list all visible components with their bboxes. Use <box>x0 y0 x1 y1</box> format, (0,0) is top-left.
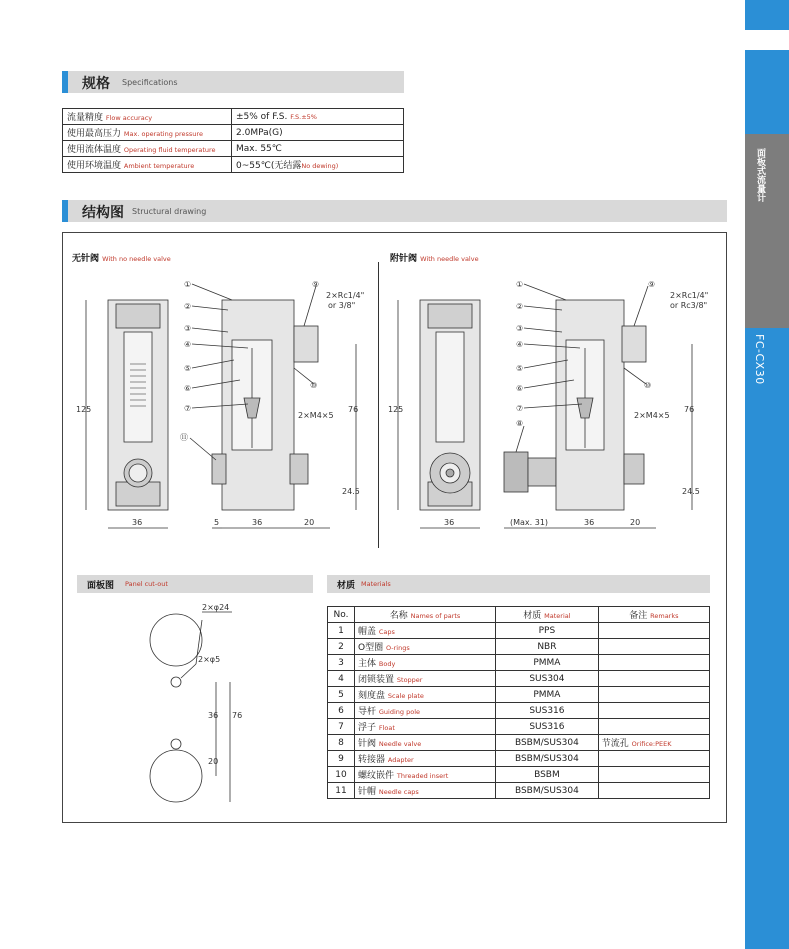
callout-10: ⑩ <box>310 381 318 390</box>
drawing-divider <box>378 262 379 548</box>
callout-7: ⑦ <box>184 404 192 413</box>
dim-36: 36 <box>208 711 219 720</box>
screw-label: 2×M4×5 <box>298 411 334 420</box>
table-row: 11 针帽 Needle caps BSBM/SUS304 <box>328 783 710 799</box>
port-label-2: or 3/8" <box>328 301 356 310</box>
callout-2: ② <box>516 302 524 311</box>
dim-76: 76 <box>348 405 359 414</box>
table-row: 1 帽盖 Caps PPS <box>328 623 710 639</box>
callout-1: ① <box>184 280 192 289</box>
materials-header-row: No. 名称 Names of parts 材质 Material 备注 Remarks <box>328 607 710 623</box>
dim-5: 5 <box>214 518 220 527</box>
callout-11: ⑪ <box>180 433 188 442</box>
callout-1: ① <box>516 280 524 289</box>
dim-max31: (Max. 31) <box>510 518 549 527</box>
left-drawing-title: 无针阀 With no needle valve <box>72 254 171 264</box>
callout-10: ⑩ <box>644 381 652 390</box>
table-row: 7 浮子 Float SUS316 <box>328 719 710 735</box>
specs-title: 规格 <box>82 76 110 92</box>
side-tab-top <box>745 0 789 30</box>
table-row: 10 螺纹嵌件 Threaded insert BSBM <box>328 767 710 783</box>
callout-6: ⑥ <box>516 384 524 393</box>
callout-4: ④ <box>516 340 524 349</box>
table-row: 3 主体 Body PMMA <box>328 655 710 671</box>
dim-20: 20 <box>630 518 641 527</box>
dim-20: 20 <box>208 757 219 766</box>
dim-36-front: 36 <box>444 518 455 527</box>
dim-big-hole: 2×φ24 <box>202 603 230 612</box>
side-tab-blue <box>745 50 789 134</box>
spec-row: 使用最高压力 Max. operating pressure 2.0MPa(G) <box>63 125 404 141</box>
dim-small-hole: 2×φ5 <box>198 655 221 664</box>
callout-3: ③ <box>184 324 192 333</box>
structure-header <box>62 200 727 222</box>
table-row: 2 O型圈 O-rings NBR <box>328 639 710 655</box>
callout-8: ⑧ <box>516 419 524 428</box>
specs-table <box>62 108 404 173</box>
panel-cutout-header: 面板图 Panel cut-out <box>77 575 313 593</box>
callout-2: ② <box>184 302 192 311</box>
table-row: 4 闭锁装置 Stopper SUS304 <box>328 671 710 687</box>
dim-36-front: 36 <box>132 518 143 527</box>
callout-6: ⑥ <box>184 384 192 393</box>
spec-row: 流量精度 Flow accuracy ±5% of F.S. F.S.±5% <box>63 109 404 125</box>
port-label-2: or Rc3/8" <box>670 301 708 310</box>
side-tab-model <box>745 328 789 949</box>
side-tab-category <box>745 134 789 328</box>
table-row: 6 导杆 Guiding pole SUS316 <box>328 703 710 719</box>
port-label: 2×Rc1/4" <box>326 291 365 300</box>
right-structure-drawing <box>386 268 716 548</box>
dim-76: 76 <box>684 405 695 414</box>
structure-subtitle: Structural drawing <box>132 207 207 216</box>
callout-5: ⑤ <box>516 364 524 373</box>
right-drawing-title: 附针阀 With needle valve <box>390 254 479 264</box>
dim-20: 20 <box>304 518 315 527</box>
callout-4: ④ <box>184 340 192 349</box>
dim-36-side: 36 <box>584 518 595 527</box>
callout-5: ⑤ <box>184 364 192 373</box>
materials-header: 材质 Materials <box>327 575 710 593</box>
specs-header <box>62 71 404 93</box>
spec-row: 使用环境温度 Ambient temperature 0~55℃(无结露No dewing) <box>63 157 404 173</box>
panel-cutout-drawing <box>140 600 280 810</box>
left-structure-drawing <box>72 268 372 548</box>
structure-title: 结构图 <box>82 205 124 221</box>
callout-3: ③ <box>516 324 524 333</box>
dim-36-side: 36 <box>252 518 263 527</box>
side-model-label: FC-CX30 <box>753 334 766 385</box>
callout-9: ⑨ <box>648 280 656 289</box>
table-row: 8 针阀 Needle valve BSBM/SUS304 节流孔 Orifice:PEEK <box>328 735 710 751</box>
dim-245: 24.5 <box>682 487 700 496</box>
specs-subtitle: Specifications <box>122 78 178 87</box>
table-row: 5 刻度盘 Scale plate PMMA <box>328 687 710 703</box>
callout-7: ⑦ <box>516 404 524 413</box>
dim-125: 125 <box>388 405 404 414</box>
dim-76: 76 <box>232 711 243 720</box>
spec-row: 使用流体温度 Operating fluid temperature Max. 55℃ <box>63 141 404 157</box>
screw-label: 2×M4×5 <box>634 411 670 420</box>
materials-table <box>327 606 710 799</box>
dim-245: 24.5 <box>342 487 360 496</box>
dim-125: 125 <box>76 405 92 414</box>
callout-9: ⑨ <box>312 280 320 289</box>
table-row: 9 转接器 Adapter BSBM/SUS304 <box>328 751 710 767</box>
port-label: 2×Rc1/4" <box>670 291 709 300</box>
side-category-label: 面板式流量计 <box>755 148 765 202</box>
